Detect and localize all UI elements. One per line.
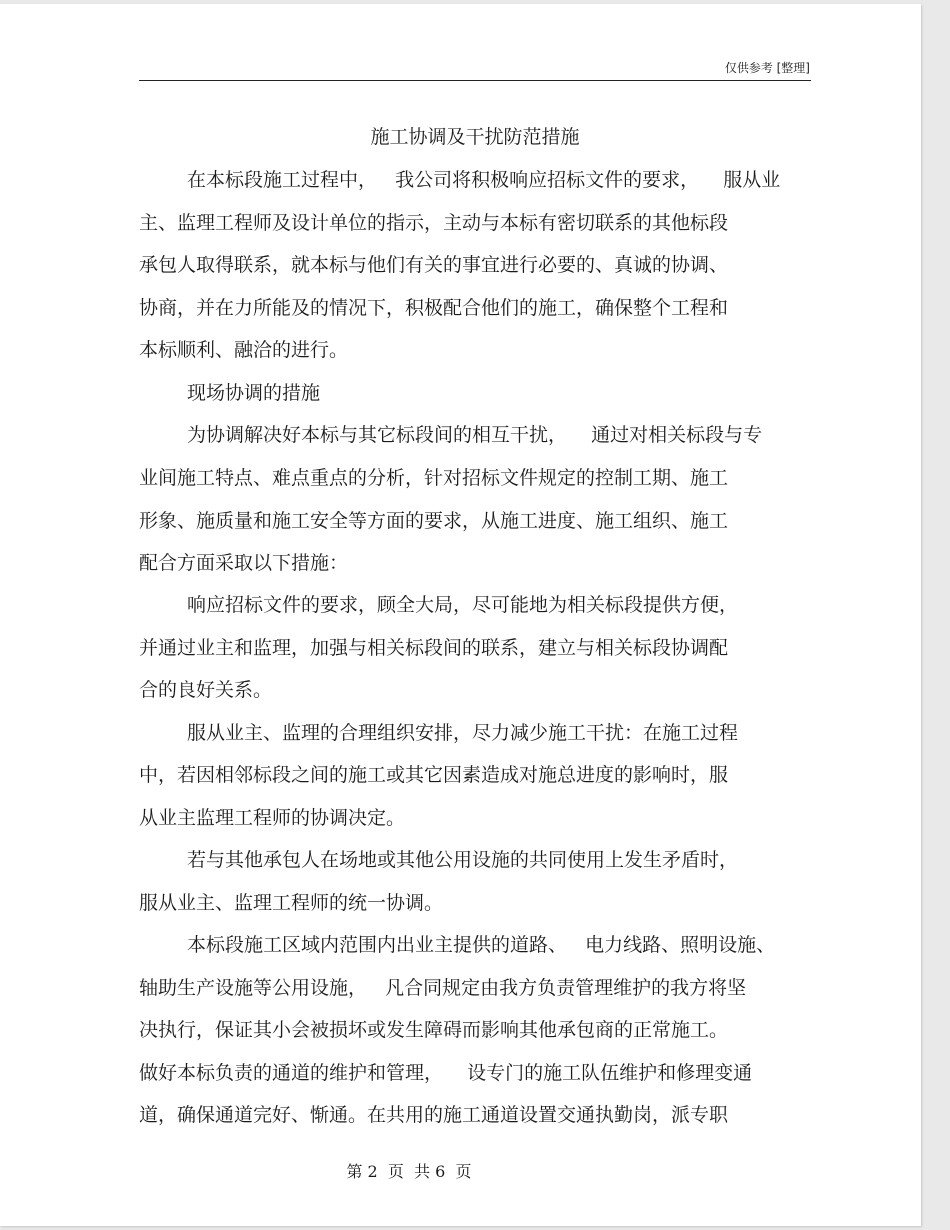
body-line: 形象、施质量和施工安全等方面的要求，从施工进度、施工组织、施工: [139, 510, 729, 532]
body-line: 协商，并在力所能及的情况下，积极配合他们的施工，确保整个工程和: [139, 297, 729, 319]
page-number-footer: 第 2 页 共 6 页: [346, 1162, 472, 1181]
body-line: 若与其他承包人在场地或其他公用设施的共同使用上发生矛盾时，: [187, 849, 739, 871]
body-line: 做好本标负责的通道的维护和管理， 设专门的施工队伍维护和修理变通: [139, 1062, 753, 1084]
body-line: 配合方面采取以下措施：: [139, 552, 349, 574]
body-line: 业间施工特点、难点重点的分析，针对招标文件规定的控制工期、施工: [139, 467, 729, 489]
body-line: 服从业主、监理的合理组织安排，尽力减少施工干扰：在施工过程: [187, 722, 739, 744]
section-heading: 现场协调的措施: [187, 382, 321, 404]
body-line: 合的良好关系。: [139, 679, 273, 701]
document-title: 施工协调及干扰防范措施: [370, 126, 580, 148]
body-line: 中，若因相邻标段之间的施工或其它因素造成对施总进度的影响时，服: [139, 764, 729, 786]
body-line: 响应招标文件的要求，顾全大局，尽可能地为相关标段提供方便，: [187, 594, 739, 616]
body-line: 本标段施工区域内范围内出业主提供的道路、 电力线路、照明设施、: [187, 934, 776, 956]
header-rule: [139, 80, 811, 81]
body-line: 轴助生产设施等公用设施， 凡合同规定由我方负责管理维护的我方将坚: [139, 977, 747, 999]
body-line: 从业主监理工程师的协调决定。: [139, 807, 406, 829]
document-page: [0, 4, 921, 1226]
body-line: 承包人取得联系，就本标与他们有关的事宜进行必要的、真诚的协调、: [139, 254, 729, 276]
body-line: 在本标段施工过程中， 我公司将积极响应招标文件的要求， 服从业: [187, 169, 781, 191]
body-line: 并通过业主和监理，加强与相关标段间的联系，建立与相关标段协调配: [139, 637, 729, 659]
body-line: 为协调解决好本标与其它标段间的相互干扰， 通过对相关标段与专: [187, 424, 763, 446]
body-line: 服从业主、监理工程师的统一协调。: [139, 892, 444, 914]
body-line: 主、监理工程师及设计单位的指示，主动与本标有密切联系的其他标段: [139, 212, 729, 234]
body-line: 道，确保通道完好、惭通。在共用的施工通道设置交通执勤岗，派专职: [139, 1104, 729, 1126]
body-line: 决执行，保证其小会被损坏或发生障碍而影响其他承包商的正常施工。: [139, 1019, 729, 1041]
body-line: 本标顺利、融洽的进行。: [139, 339, 349, 361]
header-note: 仅供参考 [整理]: [724, 61, 810, 75]
